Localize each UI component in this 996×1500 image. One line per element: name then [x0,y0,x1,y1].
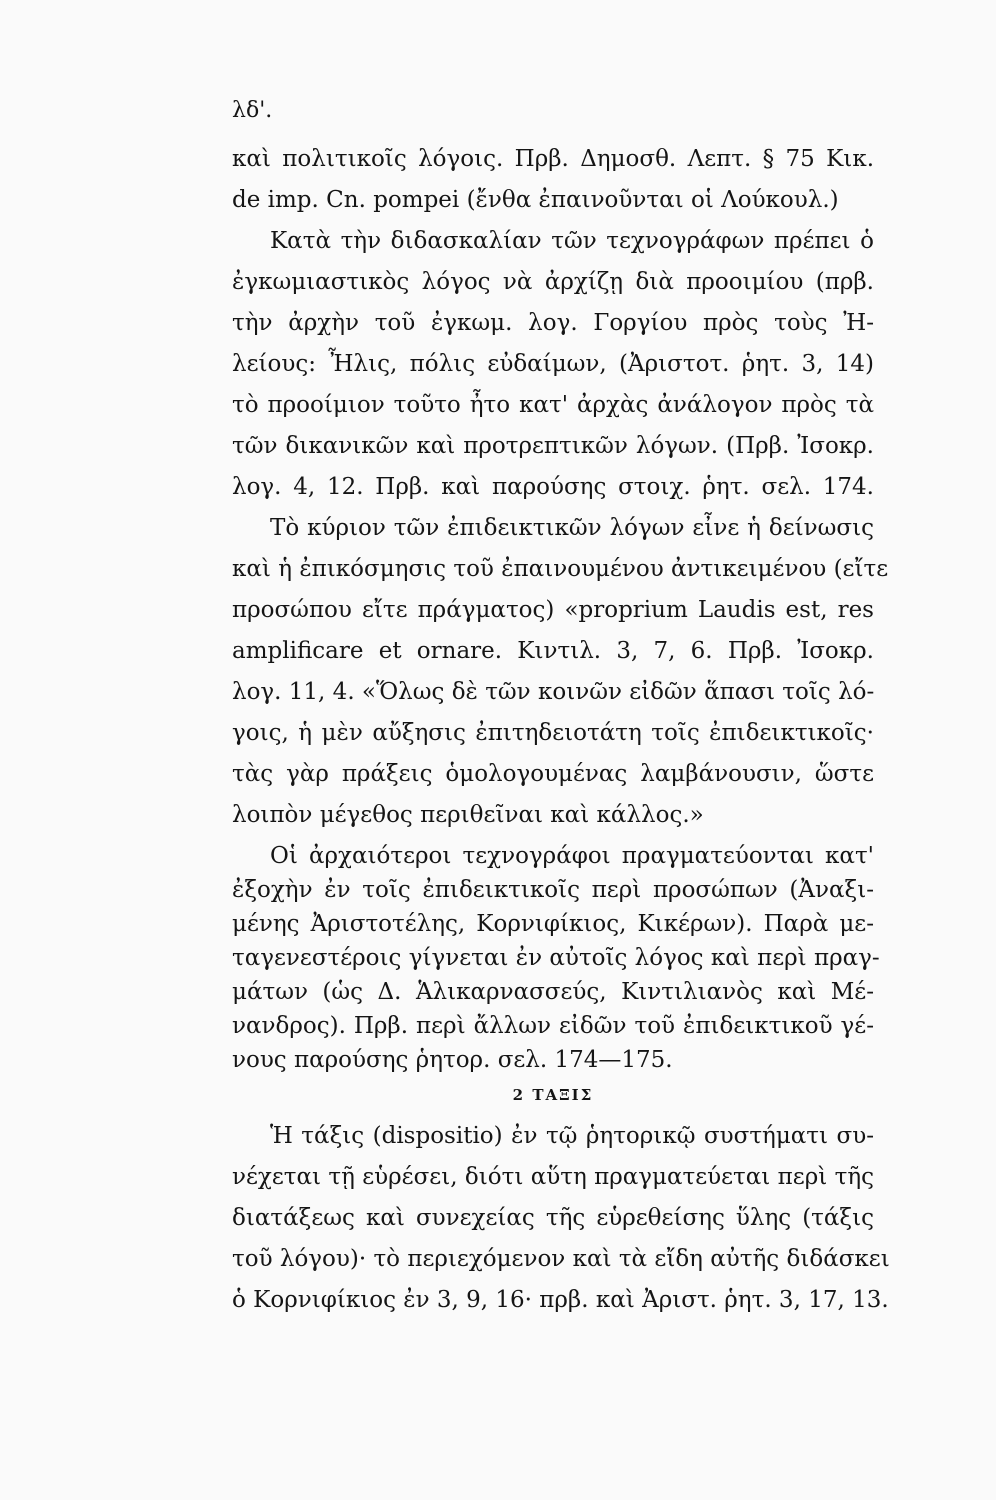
text-line: Τὸ κύριον τῶν ἐπιδεικτικῶν λόγων εἶνε ἡ δείνωσις [270,515,874,541]
text-line: ἐγκωμιαστικὸς λόγος νὰ ἀρχίζῃ διὰ προοιμίου (πρβ. [232,269,874,295]
text-line: ταγενεστέροις γίγνεται ἐν αὐτοῖς λόγος καὶ περὶ πραγ- [232,945,880,971]
text-line: διατάξεως καὶ συνεχείας τῆς εὑρεθείσης ὕλης (τάξις [232,1205,874,1231]
text-line: καὶ ἡ ἐπικόσμησις τοῦ ἐπαινουμένου ἀντικειμένου (εἴτε [232,556,889,582]
text-line: ὁ Κορνιφίκιος ἐν 3, 9, 16· πρβ. καὶ Ἀριστ. ῥητ. 3, 17, 13. [232,1287,889,1313]
text-line: λείους: Ἦλις, πόλις εὐδαίμων, (Ἀριστοτ. ῥητ. 3, 14) [232,351,874,377]
text-line: μένης Ἀριστοτέλης, Κορνιφίκιος, Κικέρων). Παρὰ με- [232,911,874,937]
text-line: νους παρούσης ῥητορ. σελ. 174—175. [232,1047,673,1073]
text-line: Ἡ τάξις (dispositio) ἐν τῷ ῥητορικῷ συστήματι συ- [270,1123,874,1149]
text-line: τοῦ λόγου)· τὸ περιεχόμενον καὶ τὰ εἴδη αὐτῆς διδάσκει [232,1246,890,1272]
text-line: ἐξοχὴν ἐν τοῖς ἐπιδεικτικοῖς περὶ προσώπων (Ἀναξι- [232,877,874,903]
text-line: de imp. Cn. pompei (ἔνθα ἐπαινοῦνται οἱ Λούκουλ.) [232,187,839,213]
text-line: τὸ προοίμιον τοῦτο ἦτο κατ' ἀρχὰς ἀνάλογον πρὸς τὰ [232,392,874,418]
text-line: τὰς γὰρ πράξεις ὁμολογουμένας λαμβάνουσιν, ὥστε [232,761,874,787]
text-line: Οἱ ἀρχαιότεροι τεχνογράφοι πραγματεύονται κατ' [270,843,874,869]
text-line: amplificare et ornare. Κιντιλ. 3, 7, 6. Πρβ. Ἰσοκρ. [232,638,874,664]
text-line: λογ. 4, 12. Πρβ. καὶ παρούσης στοιχ. ῥητ. σελ. 174. [232,474,874,500]
text-line: τὴν ἀρχὴν τοῦ ἐγκωμ. λογ. Γοργίου πρὸς τοὺς Ἠ- [232,310,874,336]
text-line: νανδρος). Πρβ. περὶ ἄλλων εἰδῶν τοῦ ἐπιδεικτικοῦ γέ- [232,1013,874,1039]
page-number: λδ'. [232,98,273,123]
text-line: νέχεται τῇ εὑρέσει, διότι αὕτη πραγματεύεται περὶ τῆς [232,1164,874,1190]
text-line: γοις, ἡ μὲν αὔξησις ἐπιτηδειοτάτη τοῖς ἐπιδεικτικοῖς· [232,720,874,746]
text-line: τῶν δικανικῶν καὶ προτρεπτικῶν λόγων. (Πρβ. Ἰσοκρ. [232,433,874,459]
section-heading: 2 ΤΑΞΙΣ [512,1086,594,1104]
text-line: λογ. 11, 4. «Ὅλως δὲ τῶν κοινῶν εἰδῶν ἅπασι τοῖς λό- [232,679,875,705]
text-line: προσώπου εἴτε πράγματος) «proprium Laudis est, res [232,597,874,623]
text-line: λοιπὸν μέγεθος περιθεῖναι καὶ κάλλος.» [232,802,704,828]
text-line: μάτων (ὡς Δ. Ἁλικαρνασσεύς, Κιντιλιανὸς καὶ Μέ- [232,979,874,1005]
text-line: καὶ πολιτικοῖς λόγοις. Πρβ. Δημοσθ. Λεπτ. § 75 Κικ. [232,146,874,172]
text-line: Κατὰ τὴν διδασκαλίαν τῶν τεχνογράφων πρέπει ὁ [270,228,874,254]
